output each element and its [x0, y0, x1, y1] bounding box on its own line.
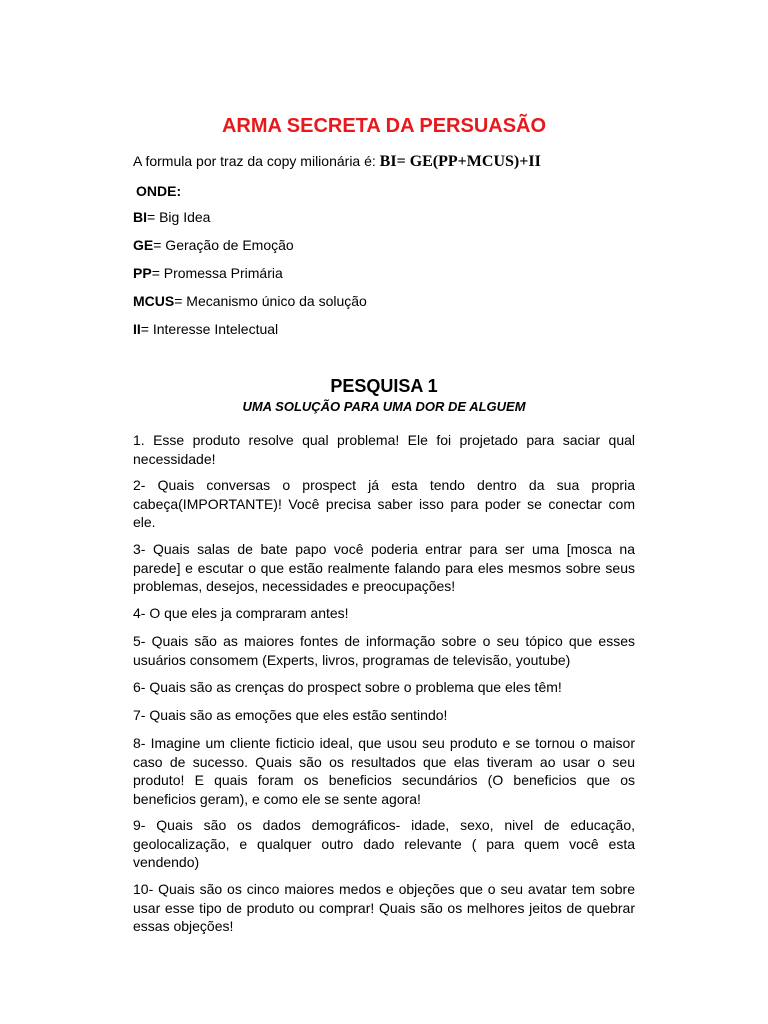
definition-ge	[133, 235, 294, 255]
definition-ii	[133, 319, 278, 339]
question-item: 10- Quais são os cinco maiores medos e objeções que o seu avatar tem sobre usar esse tipo de produto ou comprar! Quais são os melhores jeitos de quebrar essas objeções!	[133, 881, 635, 935]
onde-label: ONDE:	[136, 183, 182, 199]
definition-term: II	[133, 321, 141, 337]
question-item: 2- Quais conversas o prospect já esta tendo dentro da sua propria cabeça(IMPORTANTE)! Você precisa saber isso para poder se conectar com ele.	[133, 477, 635, 531]
definition-text: = Mecanismo único da solução	[174, 293, 367, 309]
question-item: 3- Quais salas de bate papo você poderia entrar para ser uma [mosca na parede] e escutar o que estão realmente falando para eles mesmos sobre seus problemas, desejos, necessidades e preocupações!	[133, 541, 635, 595]
definition-text: = Promessa Primária	[151, 265, 283, 281]
definition-term: PP	[133, 265, 152, 281]
definition-term: BI	[133, 209, 147, 225]
definition-mcus	[133, 291, 367, 311]
question-item: 4- O que eles ja compraram antes!	[133, 605, 349, 621]
question-item: 8- Imagine um cliente ficticio ideal, que usou seu produto e se tornou o maisor caso de sucesso. Quais são os resultados que elas tiveram ao usar o seu produto! E quais foram os beneficios secundários (O beneficios que os beneficios geram), e como ele se sente agora!	[133, 735, 635, 807]
question-item: 9- Quais são os dados demográficos- idade, sexo, nivel de educação, geolocalização, e qualquer outro dado relevante ( para quem você esta vendendo)	[133, 817, 635, 871]
question-item: 7- Quais são as emoções que eles estão sentindo!	[133, 707, 448, 723]
definition-term: MCUS	[133, 293, 175, 309]
question-item: 1. Esse produto resolve qual problema! Ele foi projetado para saciar qual necessidade!	[133, 432, 635, 467]
question-item: 5- Quais são as maiores fontes de informação sobre o seu tópico que esses usuários consomem (Experts, livros, programas de televisão, youtube)	[133, 633, 635, 668]
question-item: 6- Quais são as crenças do prospect sobre o problema que eles têm!	[133, 679, 562, 695]
definition-bi	[133, 207, 210, 227]
document-title: ARMA SECRETA DA PERSUASÃO	[221, 115, 547, 137]
formula-line	[133, 151, 541, 172]
section-subtitle: UMA SOLUÇÃO PARA UMA DOR DE ALGUEM	[242, 399, 526, 414]
definition-text: = Big Idea	[147, 209, 211, 225]
definition-text: = Interesse Intelectual	[140, 321, 279, 337]
section-title: PESQUISA 1	[330, 376, 438, 396]
definition-pp	[133, 263, 283, 283]
definition-term: GE	[133, 237, 154, 253]
formula-intro: A formula por traz da copy milionária é:	[133, 153, 380, 169]
formula: BI= GE(PP+MCUS)+II	[379, 153, 541, 170]
definition-text: = Geração de Emoção	[153, 237, 294, 253]
